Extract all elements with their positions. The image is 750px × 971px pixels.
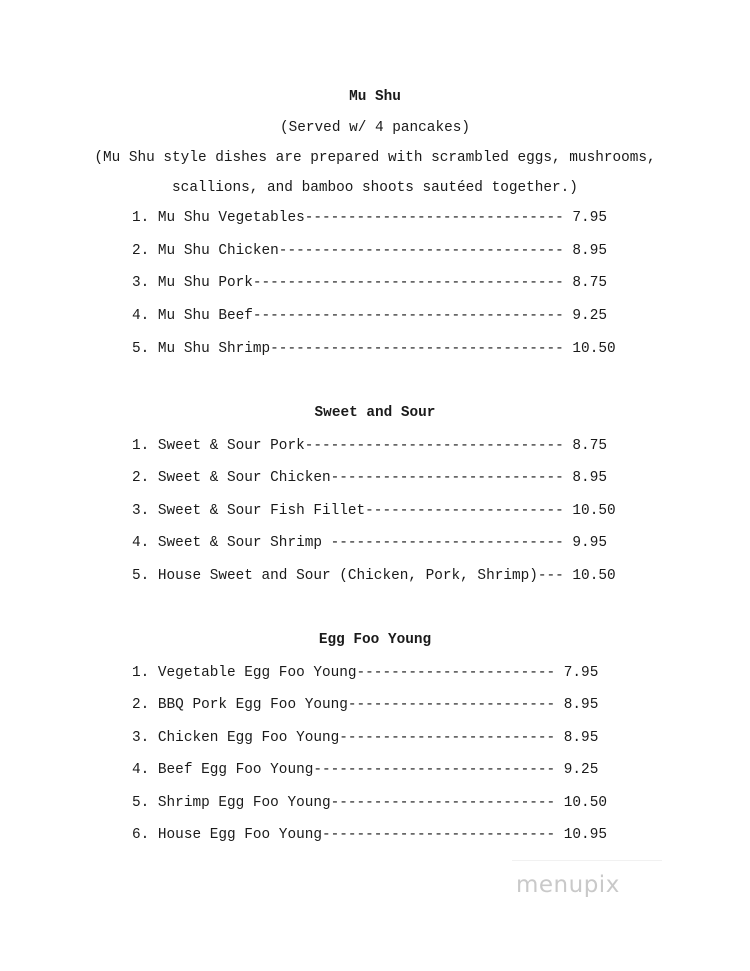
menu-item: 2. BBQ Pork Egg Foo Young------------------------ 8.95: [132, 697, 599, 713]
section-note: scallions, and bamboo shoots sautéed together.): [172, 180, 578, 196]
menu-item: 1. Mu Shu Vegetables------------------------------ 7.95: [132, 210, 607, 226]
section-title-mu-shu: Mu Shu: [349, 89, 401, 105]
section-title-egg-foo-young: Egg Foo Young: [318, 632, 432, 648]
menu-item: 3. Chicken Egg Foo Young------------------------- 8.95: [132, 730, 599, 746]
menupix-watermark: menupix: [516, 872, 620, 898]
section-note: (Served w/ 4 pancakes): [280, 120, 470, 136]
menu-item: 3. Sweet & Sour Fish Fillet----------------------- 10.50: [132, 503, 616, 519]
menu-item: 2. Sweet & Sour Chicken--------------------------- 8.95: [132, 470, 607, 486]
watermark-divider: [512, 860, 662, 861]
menu-item: 4. Beef Egg Foo Young---------------------------- 9.25: [132, 762, 599, 778]
menu-item: 1. Vegetable Egg Foo Young----------------------- 7.95: [132, 665, 599, 681]
menu-item: 3. Mu Shu Pork------------------------------------ 8.75: [132, 275, 607, 291]
menu-item: 5. Mu Shu Shrimp---------------------------------- 10.50: [132, 341, 616, 357]
menu-item: 5. Shrimp Egg Foo Young-------------------------- 10.50: [132, 795, 607, 811]
menu-item: 5. House Sweet and Sour (Chicken, Pork, Shrimp)--- 10.50: [132, 568, 616, 584]
menu-item: 2. Mu Shu Chicken--------------------------------- 8.95: [132, 243, 607, 259]
menu-item: 1. Sweet & Sour Pork------------------------------ 8.75: [132, 438, 607, 454]
section-note: (Mu Shu style dishes are prepared with scrambled eggs, mushrooms,: [94, 150, 656, 166]
menu-item: 4. Mu Shu Beef------------------------------------ 9.25: [132, 308, 607, 324]
menu-item: 6. House Egg Foo Young--------------------------- 10.95: [132, 827, 607, 843]
menu-item: 4. Sweet & Sour Shrimp --------------------------- 9.95: [132, 535, 607, 551]
section-title-sweet-and-sour: Sweet and Sour: [314, 405, 436, 421]
